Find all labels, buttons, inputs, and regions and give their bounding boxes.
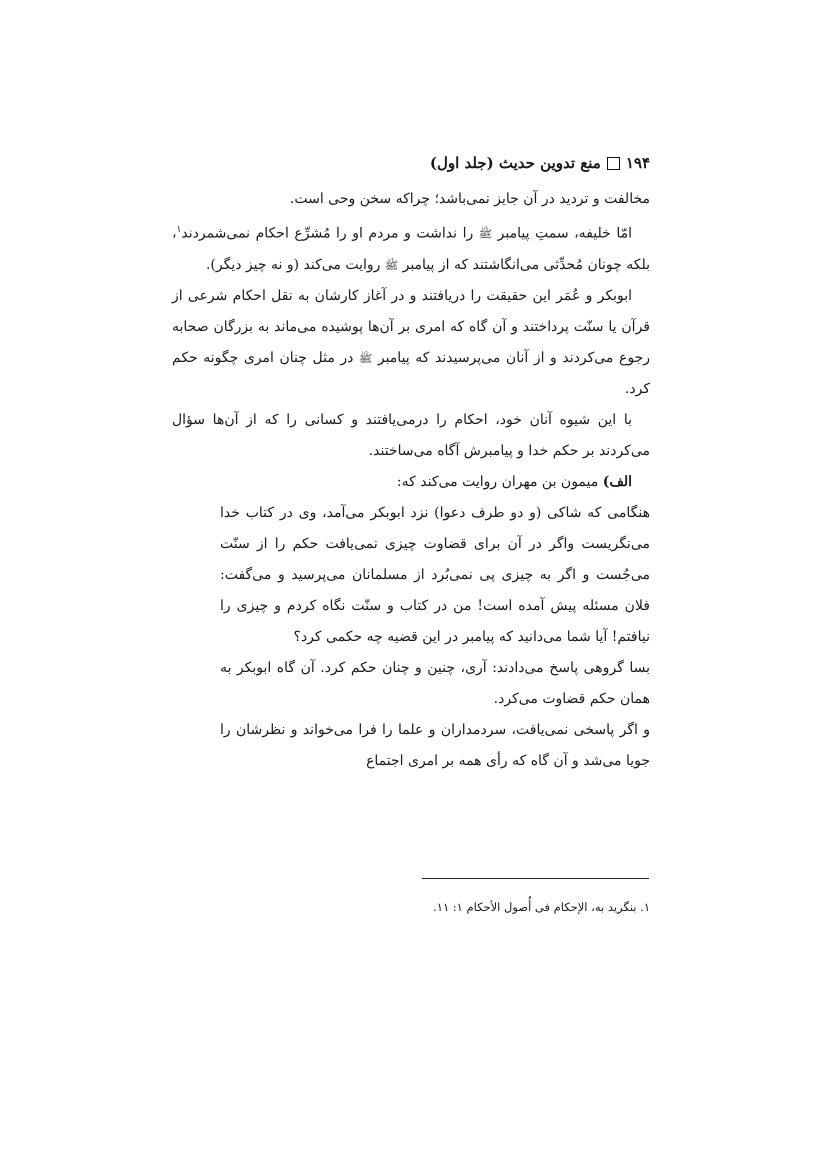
page-number: ۱۹۴ (625, 154, 650, 172)
page-body (172, 148, 650, 777)
footnote: ۱. بنگرید به، الإحکام فی أُصول الأحکام ۱: ۱۱. (433, 900, 650, 914)
square-icon (607, 157, 620, 170)
paragraph-1: مخالفت و تردید در آن جایز نمی‌باشد؛ چراکه سخن وحی است. (289, 191, 650, 207)
quote-paragraph-2: بسا گروهی پاسخ می‌دادند: آری، چنین و چنان حکم کرد. آن گاه ابوبکر به همان حکم قضاوت می‌کرد. (220, 659, 650, 707)
paragraph-4: با این شیوه آنان خود، احکام را درمی‌یافتند و کسانی را که از آن‌ها سؤال می‌کردند بر حکم خدا و پیامبرش آگاه می‌ساختند. (172, 411, 650, 459)
paragraph-3: ابوبکر و عُمَر این حقیقت را دریافتند و در آغاز کارشان به نقل احکام شرعی از قرآن یا سنّت پرداختند و آن گاه که امری بر آن‌ها پوشیده می‌ماند به بزرگان صحابه رجوع می‌کردند و از آنان می‌پرسیدند که پیامبر ﷺ در مثل چنان امری چگونه حکم کرد. (172, 287, 650, 397)
salawat-symbol: ﷺ (384, 258, 399, 272)
footnote-divider (422, 878, 649, 879)
salawat-symbol: ﷺ (358, 351, 373, 365)
item-label: الف) (602, 473, 632, 490)
quote-paragraph-3: و اگر پاسخی نمی‌یافت، سردمداران و علما را فرا می‌خواند و نظرشان را جویا می‌شد و آن گاه که رأی همه بر امری اجتماع (220, 721, 650, 769)
quote-paragraph-1: هنگامی که شاکی (و دو طرف دعوا) نزد ابوبکر می‌آمد، وی در کتاب خدا می‌نگریست واگر در آن برای قضاوت چیزی نمی‌یافت حکم را از سنّت می‌جُست و اگر به چیزی پی نمی‌بُرد از مسلمانان می‌پرسید و می‌گفت: فلان مسئله پیش آمده است! من در کتاب و سنّت نگاه کردم و چیزی را نیافتم! آیا شما می‌دانید که پیامبر در این قضیه چه حکمی کرد؟ (220, 504, 650, 645)
paragraph-5: الف) میمون بن مهران روایت می‌کند که: (396, 473, 632, 490)
salawat-symbol: ﷺ (478, 227, 493, 241)
page-header (172, 148, 650, 178)
paragraph-2: امّا خلیفه، سمتِ پیامبر ﷺ را نداشت و مردم او را مُشرِّع احکام نمی‌شمردند$^۱$، بلکه چونان مُحدِّثی می‌انگاشتند که از پیامبر ﷺ روایت می‌کند (و نه چیز دیگر). (172, 225, 650, 273)
running-title: منع تدوین حدیث (جلد اول) (429, 154, 601, 172)
footnote-marker[interactable]: ۱ (176, 225, 182, 235)
